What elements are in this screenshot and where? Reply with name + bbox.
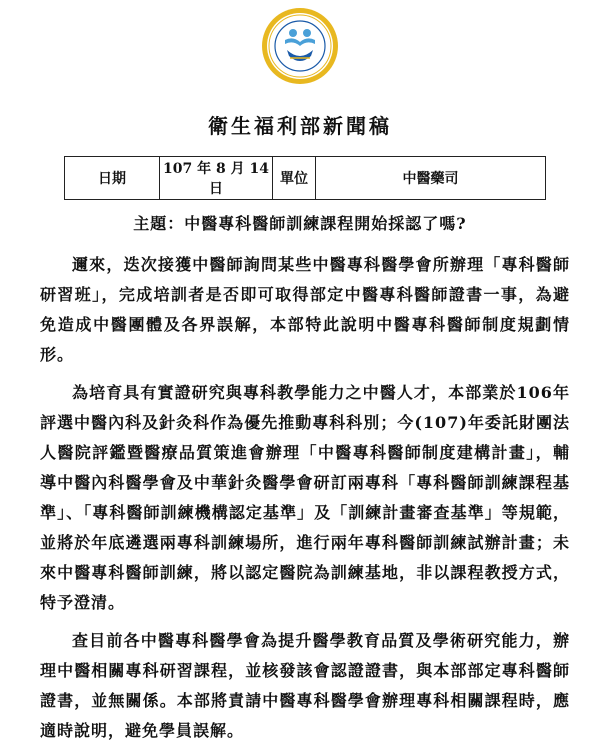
document-title: 衛生福利部新聞稿 xyxy=(208,114,392,138)
topic-heading: 主題：中醫專科醫師訓練課程開始採認了嗎? xyxy=(133,214,467,233)
ministry-logo xyxy=(260,6,340,86)
paragraph-1: 邇來，迭次接獲中醫師詢問某些中醫專科醫學會所辦理「專科醫師研習班」，完成培訓者是否即可取得部定中醫專科醫師證書一事，為避免造成中醫團體及各界誤解，本部特此說明中醫專科醫師制度規劃情形。 xyxy=(40,255,570,364)
info-table xyxy=(64,156,546,200)
unit-label: 單位 xyxy=(273,157,316,200)
date-label: 日期 xyxy=(65,157,160,200)
article-body xyxy=(40,250,570,754)
unit-value: 中醫藥司 xyxy=(316,157,546,200)
paragraph-2: 為培育具有實證研究與專科教學能力之中醫人才，本部業於106年評選中醫內科及針灸科作為優先推動專科科別；今(107)年委託財團法人醫院評鑑暨醫療品質策進會辦理「中醫專科醫師制度建構計畫」，輔導中醫內科醫學會及中華針灸醫學會研訂兩專科「專科醫師訓練課程基準」、「專科醫師訓練機構認定基準」及「訓練計畫審查基準」等規範，並將於年底遴選兩專科訓練場所，進行兩年專科醫師訓練試辦計畫；未來中醫專科醫師訓練，將以認定醫院為訓練基地，非以課程教授方式，特予澄清。 xyxy=(40,383,570,612)
paragraph-3: 查目前各中醫專科醫學會為提升醫學教育品質及學術研究能力，辦理中醫相關專科研習課程，並核發該會認證證書，與本部部定專科醫師證書，並無關係。本部將責請中醫專科醫學會辦理專科相關課程時，應適時說明，避免學員誤解。 xyxy=(40,631,570,740)
date-value: 107 年 8 月 14 日 xyxy=(160,157,273,200)
